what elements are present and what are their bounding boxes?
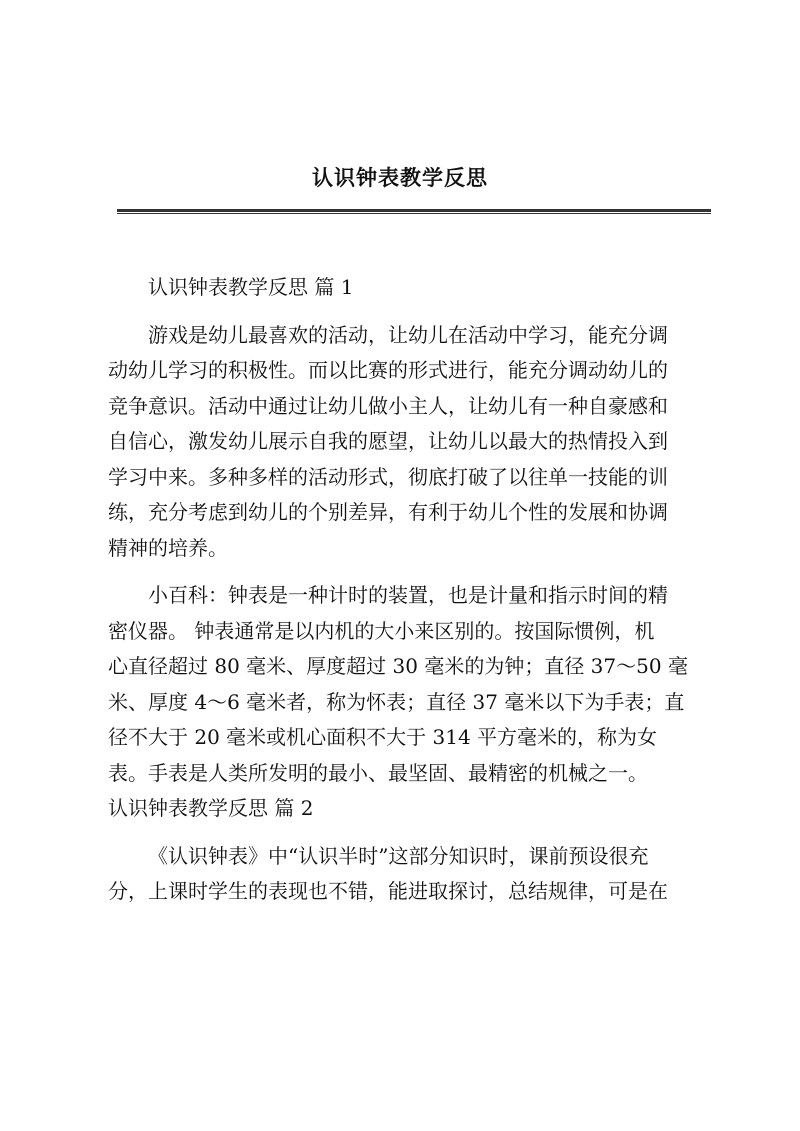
paragraph-line: 心直径超过 80 毫米、厚度超过 30 毫米的为钟；直径 37～50 毫 — [108, 654, 688, 678]
section-heading-1: 认识钟表教学反思 篇 1 — [148, 275, 354, 299]
paragraph-line: 表。手表是人类所发明的最小、最坚固、最精密的机械之一。 — [108, 760, 648, 785]
document-title: 认识钟表教学反思 — [312, 165, 488, 190]
paragraph-line: 学习中来。多种多样的活动形式，彻底打破了以往单一技能的训 — [108, 464, 668, 489]
paragraph-line: 精神的培养。 — [108, 535, 228, 560]
paragraph-line: 自信心，激发幼儿展示自我的愿望，让幼儿以最大的热情投入到 — [108, 429, 668, 453]
paragraph-line: 竞争意识。活动中通过让幼儿做小主人，让幼儿有一种自豪感和 — [108, 393, 668, 418]
paragraph-line: 径不大于 20 毫米或机心面积不大于 314 平方毫米的，称为女 — [108, 725, 658, 749]
section-heading-2: 认识钟表教学反思 篇 2 — [108, 796, 314, 820]
paragraph-line: 分，上课时学生的表现也不错，能进取探讨，总结规律，可是在 — [108, 879, 668, 903]
paragraph-1 — [108, 318, 708, 567]
paragraph-line: 米、厚度 4～6 毫米者，称为怀表；直径 37 毫米以下为手表；直 — [108, 689, 685, 714]
paragraph-line: 小百科：钟表是一种计时的装置，也是计量和指示时间的精 — [148, 583, 668, 607]
document-body — [108, 270, 708, 910]
paragraph-line: 《认识钟表》中“认识半时”这部分知识时，课前预设很充 — [148, 843, 649, 868]
paragraph-line: 密仪器。 钟表通常是以内机的大小来区别的。按国际惯例，机 — [108, 618, 655, 643]
paragraph-line: 练，充分考虑到幼儿的个别差异，有利于幼儿个性的发展和协调 — [108, 500, 668, 524]
paragraph-2 — [108, 578, 708, 791]
paragraph-line: 动幼儿学习的积极性。而以比赛的形式进行，能充分调动幼儿的 — [108, 358, 668, 382]
paragraph-line: 游戏是幼儿最喜欢的活动，让幼儿在活动中学习，能充分调 — [148, 322, 668, 347]
title-rule-thin — [117, 213, 711, 214]
paragraph-3 — [108, 839, 708, 910]
title-rule-thick — [117, 209, 711, 212]
